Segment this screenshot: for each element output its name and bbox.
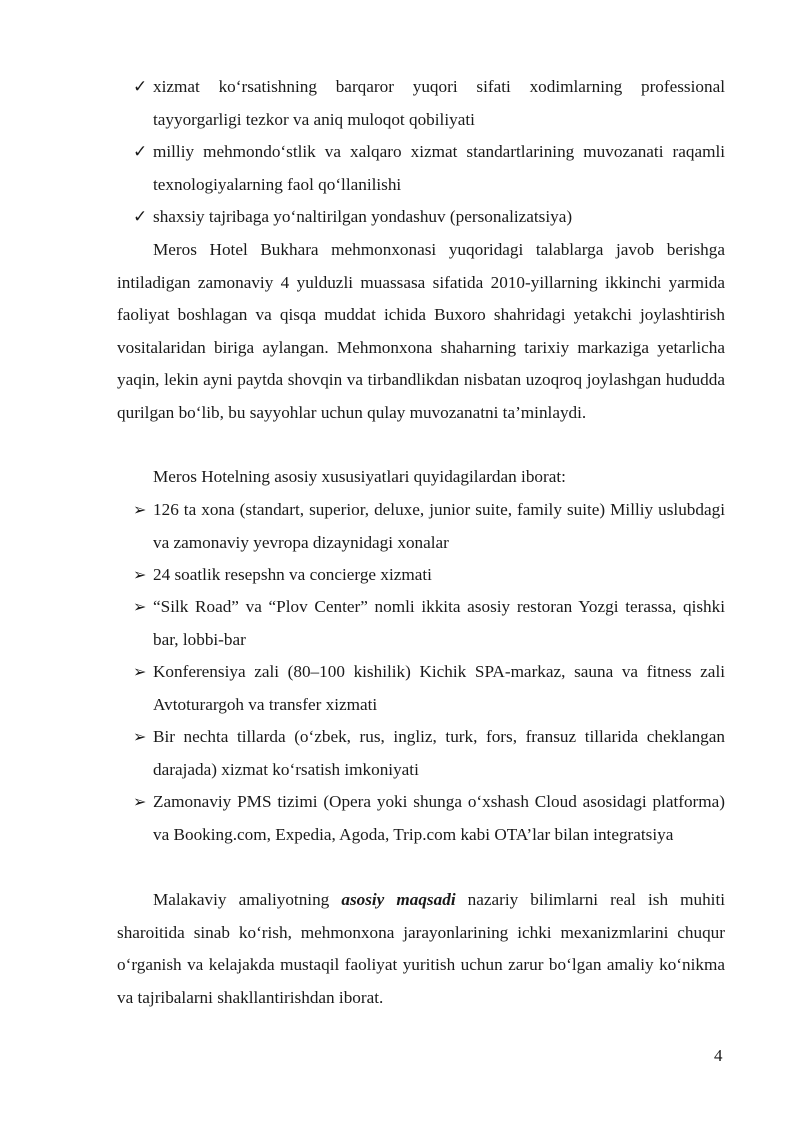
feature-list-item: [133, 591, 725, 656]
checkmark-icon: ✓: [133, 207, 148, 227]
checklist-item: [133, 136, 725, 201]
page-number: 4: [714, 1046, 723, 1065]
features-intro: Meros Hotelning asosiy xususiyatlari quyidagilardan iborat:: [153, 467, 566, 486]
feature-list-item: [133, 786, 725, 851]
feature-list-item: [133, 656, 725, 721]
checklist-item-text: xizmat ko‘rsatishning barqaror yuqori sifati xodimlarning professional tayyorgarligi tezkor va aniq muloqot qobiliyati: [153, 77, 725, 129]
arrow-bullet-icon: ➢: [133, 727, 147, 746]
goal-text-start: Malakaviy amaliyotning: [153, 890, 342, 909]
feature-text: 126 ta xona (standart, superior, deluxe, junior suite, family suite) Milliy uslubdagi va zamonaviy yevropa dizaynidagi xonalar: [153, 500, 725, 552]
checklist-item-text: milliy mehmondo‘stlik va xalqaro xizmat standartlarining muvozanati raqamli texnologiyalarning faol qo‘llanilishi: [153, 142, 725, 194]
checklist-item: [133, 201, 725, 234]
goal-text-end: nazariy bilimlarni real ish muhiti sharoitida sinab ko‘rish, mehmonxona jarayonlarining ichki mexanizmlarini chuqur o‘rganish va kelajakda mustaqil faoliyat yuritish uchun zarur bo‘lgan amaliy ko‘nikma va tajribalarni shakllantirishdan iborat.: [117, 890, 725, 1007]
feature-text: Bir nechta tillarda (o‘zbek, rus, ingliz, turk, fors, fransuz tillarida cheklangan darajada) xizmat ko‘rsatish imkoniyati: [153, 727, 725, 779]
goal-emphasis: asosiy maqsadi: [341, 890, 456, 909]
checkmark-icon: ✓: [133, 142, 148, 162]
feature-list-item: [133, 721, 725, 786]
arrow-bullet-icon: ➢: [133, 792, 147, 811]
practice-goal-paragraph: [117, 884, 725, 1014]
checkmark-icon: ✓: [133, 77, 148, 97]
arrow-bullet-icon: ➢: [133, 597, 147, 616]
feature-text: Zamonaviy PMS tizimi (Opera yoki shunga o‘xshash Cloud asosidagi platforma) va Booking.com, Expedia, Agoda, Trip.com kabi OTA’lar bilan integratsiya: [153, 792, 725, 844]
feature-list-item: [133, 559, 725, 592]
arrow-bullet-icon: ➢: [133, 662, 147, 681]
checklist-item-text: shaxsiy tajribaga yo‘naltirilgan yondashuv (personalizatsiya): [153, 207, 573, 226]
hotel-description-paragraph: Meros Hotel Bukhara mehmonxonasi yuqoridagi talablarga javob berishga intiladigan zamonaviy 4 yulduzli muassasa sifatida 2010-yillarning ikkinchi yarmida faoliyat boshlagan va qisqa muddat ichida Buxoro shahridagi yetakchi joylashtirish vositalaridan biriga aylangan. Mehmonxona shaharning tarixiy markaziga yetarlicha yaqin, lekin ayni paytda shovqin va tirbandlikdan nisbatan uzoqroq joylashgan hududda qurilgan bo‘lib, bu sayyohlar uchun qulay muvozanatni ta’minlaydi.: [117, 240, 725, 422]
feature-text: “Silk Road” va “Plov Center” nomli ikkita asosiy restoran Yozgi terassa, qishki bar, lobbi-bar: [153, 597, 725, 649]
checklist-item: [133, 71, 725, 136]
arrow-bullet-icon: ➢: [133, 565, 147, 584]
feature-text: Konferensiya zali (80–100 kishilik) Kichik SPA-markaz, sauna va fitness zali Avtoturargoh va transfer xizmati: [153, 662, 725, 714]
arrow-bullet-icon: ➢: [133, 500, 147, 519]
feature-text: 24 soatlik resepshn va concierge xizmati: [153, 565, 432, 584]
feature-list-item: [133, 494, 725, 559]
